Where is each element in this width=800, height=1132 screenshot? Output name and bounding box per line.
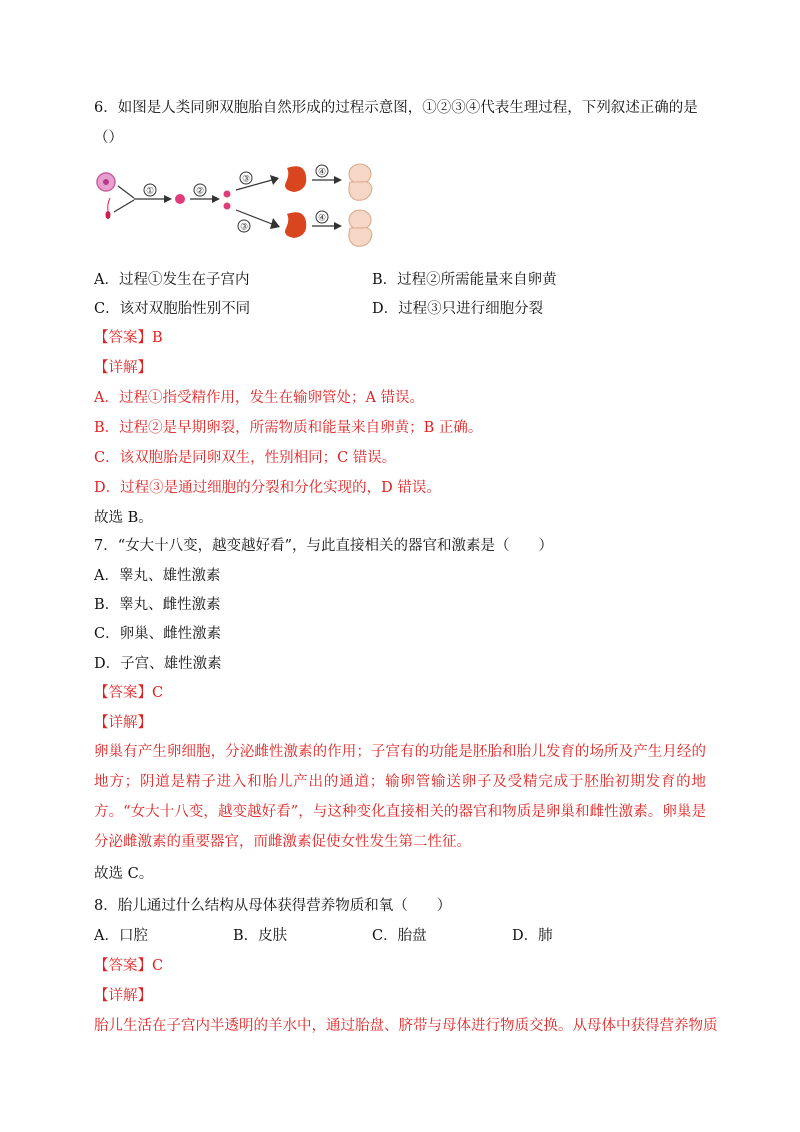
- q7-stem: 7．“女大十八变，越变越好看”，与此直接相关的器官和激素是（ ）: [94, 538, 554, 554]
- q6-conclusion: 故选 B。: [94, 510, 153, 526]
- q6-stem-bracket: （）: [94, 130, 123, 146]
- q6-option-b: B．过程②所需能量来自卵黄: [372, 272, 557, 288]
- fetus-a-head-icon: [349, 164, 371, 184]
- q6-stem: 6．如图是人类同卵双胞胎自然形成的过程示意图，①②③④代表生理过程，下列叙述正确的是: [94, 100, 698, 116]
- fetus-a-body-icon: [349, 182, 372, 201]
- q8-answer-line: [94, 956, 163, 976]
- q6-answer-line: [94, 328, 163, 348]
- label-4b: ④: [317, 213, 327, 224]
- label-4a: ④: [317, 167, 327, 178]
- q8-answer: C: [152, 958, 164, 974]
- q7-option-a: A．睾丸、雄性激素: [94, 568, 221, 584]
- embryo-b-icon: [285, 212, 306, 238]
- q8-stem: 8．胎儿通过什么结构从母体获得营养物质和氧（ ）: [94, 898, 452, 914]
- q6-option-a: A．过程①发生在子宫内: [94, 272, 250, 288]
- q7-detail-tag: 【详解】: [94, 715, 152, 731]
- q6-answer: B: [152, 330, 163, 346]
- q6-option-d: D．过程③只进行细胞分裂: [372, 301, 544, 317]
- fetus-b-head-icon: [349, 210, 371, 230]
- q7-answer-tag: 【答案】: [94, 685, 152, 701]
- fetus-b-body-icon: [349, 228, 372, 247]
- q8-explanation: 胎儿生活在子宫内半透明的羊水中，通过胎盘、脐带与母体进行物质交换。从母体中获得营养物质: [94, 1018, 718, 1034]
- egg-nucleus-icon: [103, 179, 109, 185]
- label-3a: ③: [241, 174, 251, 185]
- q6-answer-tag: 【答案】: [94, 330, 152, 346]
- embryo-a-icon: [285, 166, 306, 192]
- q6-explanation-c: C．该双胞胎是同卵双生，性别相同；C 错误。: [94, 450, 397, 466]
- embryo-cell-a-icon: [224, 191, 231, 198]
- q7-explanation: 卵巢有产生卵细胞，分泌雌性激素的作用；子宫有的功能是胚胎和胎儿发育的场所及产生月经的地方；阴道是精子进入和胎儿产出的通道；输卵管输送卵子及受精完成于胚胎初期发育的地方。“女大十八变，越变越好看”，与这种变化直接相关的器官和物质是卵巢和雌性激素。卵巢是分泌雌激素的重要器官，而雌激素促使女性发生第二性征。: [94, 744, 706, 850]
- q8-option-b: B．皮肤: [233, 928, 288, 944]
- label-3b: ③: [239, 222, 249, 233]
- q7-answer-line: [94, 683, 163, 703]
- label-1: ①: [145, 186, 155, 197]
- q7-option-d: D．子宫、雄性激素: [94, 656, 222, 672]
- q8-option-a: A．口腔: [94, 928, 148, 944]
- q7-conclusion: 故选 C。: [94, 866, 154, 882]
- q7-answer: C: [152, 685, 164, 701]
- q7-option-b: B．睾丸、雌性激素: [94, 597, 221, 613]
- label-2: ②: [195, 186, 205, 197]
- zygote-icon: [175, 194, 185, 204]
- sperm-icon: [106, 211, 111, 219]
- q8-option-d: D．肺: [512, 928, 553, 944]
- embryo-cell-b-icon: [224, 203, 231, 210]
- q6-option-c: C．该对双胞胎性别不同: [94, 301, 251, 317]
- q8-answer-tag: 【答案】: [94, 958, 152, 974]
- twin-formation-diagram: [94, 160, 394, 255]
- q8-detail-tag: 【详解】: [94, 988, 152, 1004]
- q6-explanation-d: D．过程③是通过细胞的分裂和分化实现的，D 错误。: [94, 480, 441, 496]
- q6-detail-tag: 【详解】: [94, 360, 152, 376]
- twin-formation-svg: [94, 160, 394, 255]
- q6-explanation-a: A．过程①指受精作用，发生在输卵管处；A 错误。: [94, 390, 425, 406]
- q8-option-c: C．胎盘: [372, 928, 427, 944]
- q7-option-c: C．卵巢、雌性激素: [94, 626, 222, 642]
- q6-explanation-b: B．过程②是早期卵裂，所需物质和能量来自卵黄；B 正确。: [94, 420, 483, 436]
